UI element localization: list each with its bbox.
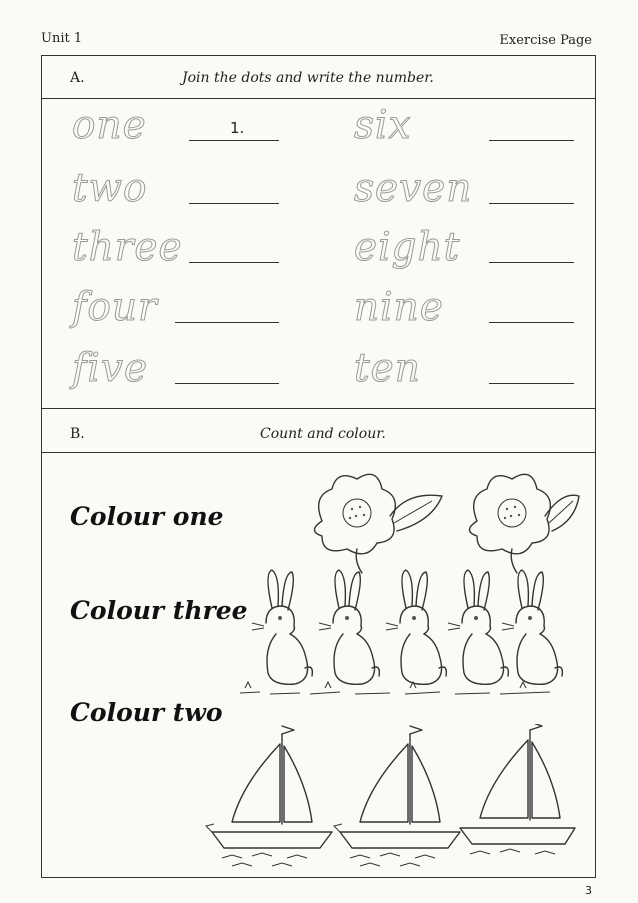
- page-type-label: Exercise Page: [499, 33, 592, 48]
- sailboat-group: [202, 724, 582, 874]
- section-a-title: Join the dots and write the number.: [182, 70, 434, 86]
- dotted-word-nine: nine: [354, 285, 444, 330]
- answer-line-six[interactable]: [489, 140, 574, 141]
- section-b-divider: [42, 452, 595, 453]
- flower-icon[interactable]: [470, 474, 580, 573]
- unit-label: Unit 1: [41, 31, 83, 46]
- dotted-word-three: three: [72, 225, 183, 270]
- dotted-word-four: four: [72, 285, 158, 330]
- section-b-top-divider: [42, 408, 595, 409]
- dotted-word-one: one: [72, 103, 147, 148]
- rabbit-icon[interactable]: [252, 570, 312, 684]
- answer-line-two[interactable]: [189, 203, 279, 204]
- instruction-colour-three: Colour three: [70, 596, 248, 625]
- answer-one: 1.: [230, 119, 245, 137]
- rabbit-icon[interactable]: [319, 570, 379, 684]
- answer-line-ten[interactable]: [489, 383, 574, 384]
- rabbit-group: [230, 568, 570, 708]
- rabbit-icon[interactable]: [448, 570, 508, 684]
- section-a-letter: A.: [70, 70, 85, 86]
- dotted-word-seven: seven: [354, 166, 473, 211]
- sailboat-icon[interactable]: [460, 724, 575, 854]
- rabbit-icon[interactable]: [386, 570, 446, 684]
- section-a-divider: [42, 98, 595, 99]
- section-b-letter: B.: [70, 426, 85, 442]
- flower-icon[interactable]: [315, 474, 443, 573]
- answer-line-eight[interactable]: [489, 262, 574, 263]
- sailboat-icon[interactable]: [206, 726, 332, 866]
- page-number: 3: [585, 884, 592, 897]
- answer-line-three[interactable]: [189, 262, 279, 263]
- answer-line-seven[interactable]: [489, 203, 574, 204]
- answer-line-nine[interactable]: [489, 322, 574, 323]
- section-b-title: Count and colour.: [260, 426, 386, 442]
- dotted-word-eight: eight: [354, 225, 461, 270]
- answer-line-four[interactable]: [175, 322, 279, 323]
- dotted-word-five: five: [72, 346, 149, 391]
- rabbit-icon[interactable]: [502, 570, 562, 684]
- exercise-frame: [41, 55, 596, 878]
- answer-line-five[interactable]: [175, 383, 279, 384]
- instruction-colour-one: Colour one: [70, 502, 224, 531]
- dotted-word-six: six: [354, 103, 412, 148]
- dotted-word-ten: ten: [354, 346, 421, 391]
- flower-group: [282, 461, 582, 576]
- dotted-word-two: two: [72, 166, 148, 211]
- instruction-colour-two: Colour two: [70, 698, 223, 727]
- answer-line-one[interactable]: [189, 140, 279, 141]
- sailboat-icon[interactable]: [334, 726, 460, 866]
